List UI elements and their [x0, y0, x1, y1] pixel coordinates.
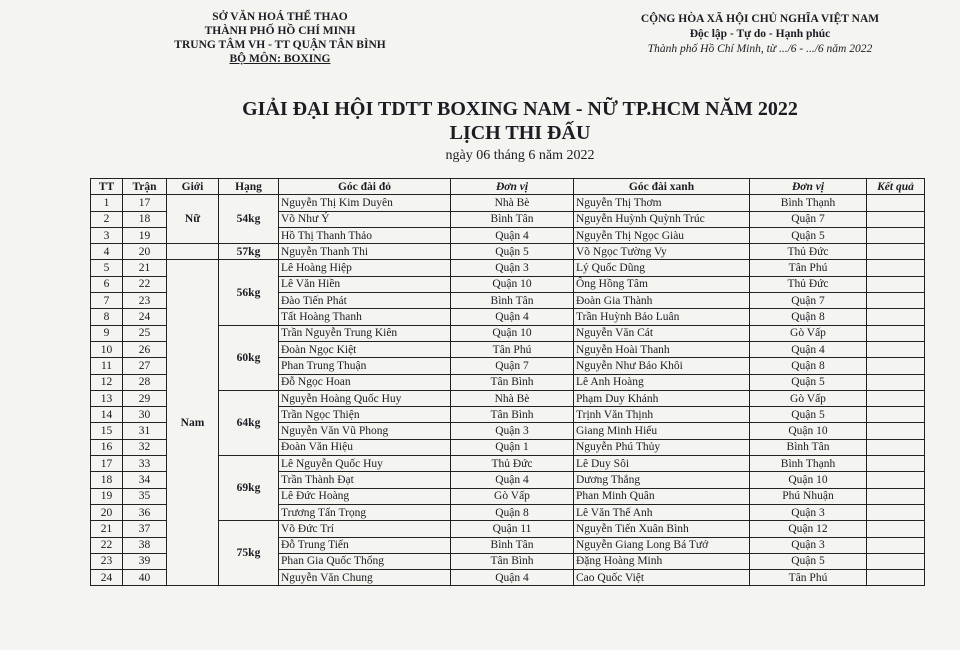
cell-red-unit: Quận 5 [451, 244, 574, 260]
document-date: ngày 06 tháng 6 năm 2022 [445, 148, 595, 163]
cell-result [867, 456, 925, 472]
cell-blue-name: Giang Minh Hiếu [574, 423, 750, 439]
col-tt: TT [91, 179, 123, 195]
cell-tt: 13 [91, 390, 123, 406]
cell-blue-name: Đặng Hoàng Minh [574, 553, 750, 569]
weight-57kg: 57kg [219, 244, 279, 260]
cell-tt: 16 [91, 439, 123, 455]
cell-red-name: Lê Hoàng Hiệp [279, 260, 451, 276]
cell-blue-unit: Bình Thạnh [750, 195, 867, 211]
cell-tran: 18 [123, 211, 167, 227]
cell-blue-unit: Quận 7 [750, 293, 867, 309]
cell-result [867, 211, 925, 227]
cell-tt: 2 [91, 211, 123, 227]
cell-blue-unit: Tân Phú [750, 260, 867, 276]
cell-red-unit: Thủ Đức [451, 456, 574, 472]
cell-blue-name: Võ Ngọc Tường Vy [574, 244, 750, 260]
cell-red-name: Lê Đức Hoàng [279, 488, 451, 504]
division-name: BỘ MÔN: BOXING [229, 53, 331, 65]
cell-red-name: Nguyễn Thị Kim Duyên [279, 195, 451, 211]
cell-red-name: Nguyễn Văn Chung [279, 570, 451, 586]
cell-tran: 21 [123, 260, 167, 276]
cell-red-unit: Bình Tân [451, 293, 574, 309]
cell-red-name: Nguyễn Hoàng Quốc Huy [279, 390, 451, 406]
cell-tran: 39 [123, 553, 167, 569]
cell-result [867, 195, 925, 211]
cell-result [867, 521, 925, 537]
cell-result [867, 488, 925, 504]
cell-tran: 31 [123, 423, 167, 439]
place-date: Thành phố Hồ Chí Minh, từ .../6 - .../6 năm 2022 [647, 43, 873, 55]
cell-blue-unit: Quận 8 [750, 309, 867, 325]
cell-blue-name: Nguyễn Tiến Xuân Bình [574, 521, 750, 537]
cell-tran: 29 [123, 390, 167, 406]
cell-result [867, 309, 925, 325]
cell-blue-unit: Bình Thạnh [750, 456, 867, 472]
table-row [91, 195, 925, 211]
cell-blue-unit: Quận 3 [750, 537, 867, 553]
cell-red-unit: Quận 10 [451, 325, 574, 341]
cell-tran: 40 [123, 570, 167, 586]
weight-64kg: 64kg [219, 390, 279, 455]
cell-blue-name: Nguyễn Huỳnh Quỳnh Trúc [574, 211, 750, 227]
cell-result [867, 407, 925, 423]
cell-tran: 35 [123, 488, 167, 504]
cell-blue-unit: Phú Nhuận [750, 488, 867, 504]
gender-male: Nam [167, 260, 219, 586]
cell-tran: 22 [123, 276, 167, 292]
gender-empty [167, 244, 219, 260]
weight-56kg: 56kg [219, 260, 279, 325]
cell-result [867, 341, 925, 357]
cell-tt: 19 [91, 488, 123, 504]
cell-red-name: Đỗ Trung Tiến [279, 537, 451, 553]
cell-tt: 11 [91, 358, 123, 374]
cell-result [867, 439, 925, 455]
cell-red-name: Võ Như Ý [279, 211, 451, 227]
country-name: CỘNG HÒA XÃ HỘI CHỦ NGHĨA VIỆT NAM [640, 13, 880, 25]
cell-red-unit: Quận 3 [451, 260, 574, 276]
cell-result [867, 504, 925, 520]
cell-tt: 1 [91, 195, 123, 211]
cell-tt: 12 [91, 374, 123, 390]
cell-result [867, 472, 925, 488]
cell-red-unit: Tân Phú [451, 341, 574, 357]
cell-blue-unit: Tân Phú [750, 570, 867, 586]
cell-blue-unit: Quận 5 [750, 407, 867, 423]
cell-red-name: Đỗ Ngọc Hoan [279, 374, 451, 390]
cell-blue-unit: Gò Vấp [750, 325, 867, 341]
cell-blue-name: Phan Minh Quân [574, 488, 750, 504]
cell-blue-unit: Bình Tân [750, 439, 867, 455]
cell-red-unit: Quận 4 [451, 472, 574, 488]
cell-red-unit: Gò Vấp [451, 488, 574, 504]
cell-red-unit: Bình Tân [451, 211, 574, 227]
weight-60kg: 60kg [219, 325, 279, 390]
cell-tran: 27 [123, 358, 167, 374]
cell-blue-name: Nguyễn Thị Ngọc Giàu [574, 227, 750, 243]
cell-blue-unit: Quận 4 [750, 341, 867, 357]
cell-blue-name: Nguyễn Giang Long Bá Tướ [574, 537, 750, 553]
cell-blue-unit: Quận 7 [750, 211, 867, 227]
cell-red-unit: Quận 3 [451, 423, 574, 439]
cell-red-unit: Quận 8 [451, 504, 574, 520]
table-row [91, 244, 925, 260]
col-result: Kết quả [867, 179, 925, 195]
cell-red-name: Đoàn Văn Hiệu [279, 439, 451, 455]
cell-red-name: Trần Thành Đạt [279, 472, 451, 488]
cell-result [867, 553, 925, 569]
cell-tt: 15 [91, 423, 123, 439]
cell-red-unit: Quận 11 [451, 521, 574, 537]
cell-result [867, 260, 925, 276]
cell-red-unit: Nhà Bè [451, 390, 574, 406]
cell-red-unit: Tân Bình [451, 407, 574, 423]
schedule-table [90, 178, 925, 586]
cell-tran: 23 [123, 293, 167, 309]
weight-75kg: 75kg [219, 521, 279, 586]
cell-tt: 6 [91, 276, 123, 292]
header-left [130, 10, 430, 66]
cell-tt: 21 [91, 521, 123, 537]
cell-tran: 32 [123, 439, 167, 455]
cell-tran: 34 [123, 472, 167, 488]
cell-red-unit: Nhà Bè [451, 195, 574, 211]
cell-blue-unit: Quận 8 [750, 358, 867, 374]
weight-69kg: 69kg [219, 456, 279, 521]
cell-result [867, 390, 925, 406]
cell-blue-name: Ông Hồng Tâm [574, 276, 750, 292]
cell-blue-name: Lê Anh Hoàng [574, 374, 750, 390]
cell-tran: 33 [123, 456, 167, 472]
cell-red-name: Đoàn Ngọc Kiệt [279, 341, 451, 357]
dept-name: SỞ VĂN HOÁ THỂ THAO [212, 11, 348, 23]
cell-result [867, 358, 925, 374]
cell-tran: 19 [123, 227, 167, 243]
cell-blue-name: Trần Huỳnh Bảo Luân [574, 309, 750, 325]
cell-red-unit: Tân Bình [451, 374, 574, 390]
cell-result [867, 537, 925, 553]
cell-tran: 26 [123, 341, 167, 357]
cell-result [867, 227, 925, 243]
cell-blue-unit: Quận 10 [750, 423, 867, 439]
cell-blue-name: Lê Duy Sôi [574, 456, 750, 472]
cell-tt: 4 [91, 244, 123, 260]
cell-blue-name: Nguyễn Hoài Thanh [574, 341, 750, 357]
cell-result [867, 423, 925, 439]
cell-red-unit: Quận 4 [451, 570, 574, 586]
cell-result [867, 276, 925, 292]
cell-red-name: Đào Tiến Phát [279, 293, 451, 309]
cell-blue-name: Dương Thắng [574, 472, 750, 488]
cell-blue-unit: Gò Vấp [750, 390, 867, 406]
cell-tran: 37 [123, 521, 167, 537]
cell-red-name: Lê Văn Hiền [279, 276, 451, 292]
cell-blue-unit: Quận 5 [750, 553, 867, 569]
cell-tt: 17 [91, 456, 123, 472]
weight-54kg: 54kg [219, 195, 279, 244]
cell-blue-name: Lê Văn Thế Anh [574, 504, 750, 520]
cell-tt: 5 [91, 260, 123, 276]
cell-blue-unit: Quận 12 [750, 521, 867, 537]
cell-blue-name: Nguyễn Thị Thơm [574, 195, 750, 211]
cell-tt: 8 [91, 309, 123, 325]
cell-blue-name: Lý Quốc Dũng [574, 260, 750, 276]
cell-tran: 24 [123, 309, 167, 325]
cell-tt: 9 [91, 325, 123, 341]
col-blue-unit: Đơn vị [750, 179, 867, 195]
cell-blue-name: Cao Quốc Việt [574, 570, 750, 586]
cell-tt: 23 [91, 553, 123, 569]
cell-tt: 7 [91, 293, 123, 309]
cell-red-name: Trần Ngọc Thiện [279, 407, 451, 423]
cell-tt: 20 [91, 504, 123, 520]
cell-blue-name: Đoàn Gia Thành [574, 293, 750, 309]
col-red-corner: Góc đài đỏ [279, 179, 451, 195]
cell-result [867, 244, 925, 260]
cell-red-name: Nguyễn Văn Vũ Phong [279, 423, 451, 439]
cell-tran: 28 [123, 374, 167, 390]
cell-red-unit: Quận 4 [451, 227, 574, 243]
cell-tt: 22 [91, 537, 123, 553]
cell-red-name: Võ Đức Trí [279, 521, 451, 537]
cell-red-name: Tất Hoàng Thanh [279, 309, 451, 325]
cell-red-name: Phan Trung Thuận [279, 358, 451, 374]
cell-tran: 17 [123, 195, 167, 211]
cell-blue-unit: Thủ Đức [750, 276, 867, 292]
cell-red-unit: Quận 10 [451, 276, 574, 292]
city-name: THÀNH PHỐ HỒ CHÍ MINH [204, 25, 356, 37]
cell-blue-unit: Thủ Đức [750, 244, 867, 260]
cell-tran: 30 [123, 407, 167, 423]
col-red-unit: Đơn vị [451, 179, 574, 195]
cell-blue-name: Nguyễn Phú Thủy [574, 439, 750, 455]
center-name: TRUNG TÂM VH - TT QUẬN TÂN BÌNH [174, 39, 386, 51]
col-gioi: Giới [167, 179, 219, 195]
document-subtitle: LỊCH THI ĐẤU [449, 122, 591, 144]
cell-result [867, 325, 925, 341]
header-right [590, 12, 930, 57]
cell-red-unit: Quận 4 [451, 309, 574, 325]
table-header-row [91, 179, 925, 195]
cell-tran: 25 [123, 325, 167, 341]
gender-female: Nữ [167, 195, 219, 244]
col-hang: Hạng [219, 179, 279, 195]
cell-red-unit: Bình Tân [451, 537, 574, 553]
cell-result [867, 293, 925, 309]
motto: Độc lập - Tự do - Hạnh phúc [689, 28, 831, 40]
cell-result [867, 570, 925, 586]
cell-blue-name: Phạm Duy Khánh [574, 390, 750, 406]
cell-blue-name: Nguyễn Văn Cát [574, 325, 750, 341]
table-row [91, 260, 925, 276]
document-title: GIẢI ĐẠI HỘI TDTT BOXING NAM - NỮ TP.HCM NĂM 2022 [242, 98, 798, 120]
cell-red-name: Hồ Thị Thanh Thảo [279, 227, 451, 243]
cell-red-name: Lê Nguyễn Quốc Huy [279, 456, 451, 472]
cell-tran: 20 [123, 244, 167, 260]
cell-blue-unit: Quận 10 [750, 472, 867, 488]
cell-tt: 10 [91, 341, 123, 357]
cell-tt: 14 [91, 407, 123, 423]
cell-tt: 24 [91, 570, 123, 586]
cell-tran: 38 [123, 537, 167, 553]
cell-red-name: Trần Nguyễn Trung Kiên [279, 325, 451, 341]
cell-result [867, 374, 925, 390]
col-tran: Trận [123, 179, 167, 195]
cell-red-unit: Quận 1 [451, 439, 574, 455]
cell-red-name: Phan Gia Quốc Thống [279, 553, 451, 569]
cell-tran: 36 [123, 504, 167, 520]
cell-red-unit: Quận 7 [451, 358, 574, 374]
col-blue-corner: Góc đài xanh [574, 179, 750, 195]
cell-blue-unit: Quận 3 [750, 504, 867, 520]
cell-blue-unit: Quận 5 [750, 227, 867, 243]
cell-red-name: Nguyễn Thanh Thi [279, 244, 451, 260]
cell-red-unit: Tân Bình [451, 553, 574, 569]
cell-tt: 18 [91, 472, 123, 488]
cell-tt: 3 [91, 227, 123, 243]
cell-blue-unit: Quận 5 [750, 374, 867, 390]
cell-red-name: Trương Tấn Trọng [279, 504, 451, 520]
cell-blue-name: Nguyễn Như Bảo Khôi [574, 358, 750, 374]
cell-blue-name: Trịnh Văn Thịnh [574, 407, 750, 423]
